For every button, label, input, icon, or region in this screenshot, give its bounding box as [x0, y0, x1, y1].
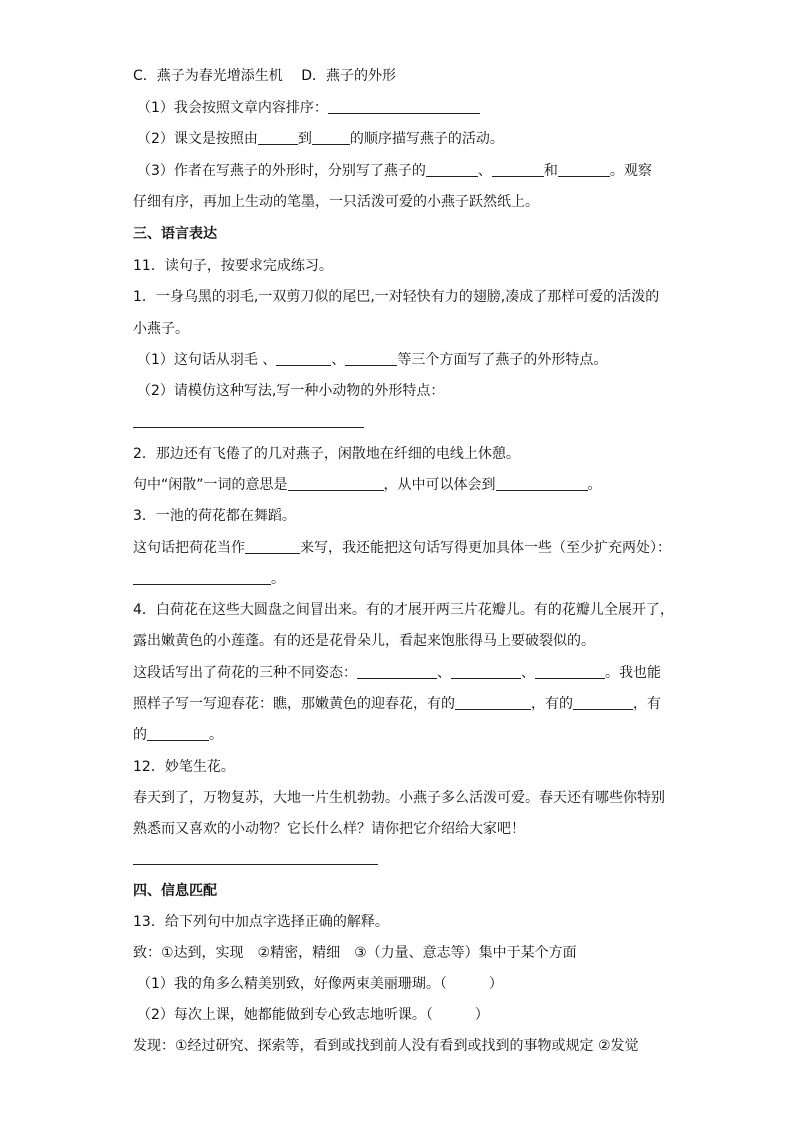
q-order-text: （1）我会按照文章内容排序： — [137, 100, 328, 116]
s1-q1-text-2: 、 — [331, 352, 346, 368]
s2-q-text-3: 。 — [587, 477, 602, 493]
s1-q1-line — [137, 351, 607, 369]
q-appearance-text-1: （3）作者在写燕子的外形时，分别写了燕子的 — [137, 163, 426, 179]
answer-blank[interactable] — [258, 130, 298, 145]
sentence-2: 2．那边还有飞倦了的几对燕子，闲散地在纤细的电线上休憩。 — [133, 446, 520, 462]
q-appearance-line — [137, 162, 652, 180]
q-sequence-text-1: （2）课文是按照由 — [137, 131, 258, 147]
answer-blank[interactable] — [455, 695, 531, 710]
answer-blank[interactable] — [345, 351, 397, 366]
answer-blank[interactable] — [312, 130, 350, 145]
answer-blank[interactable] — [426, 162, 478, 177]
answer-blank[interactable] — [245, 539, 300, 554]
answer-blank[interactable] — [288, 476, 384, 491]
answer-line[interactable] — [133, 864, 378, 865]
section-heading-3: 三、语言表达 — [133, 226, 217, 242]
q-order-line — [137, 99, 480, 117]
q-sequence-text-2: 到 — [297, 131, 312, 147]
question-13: 13．给下列句中加点字选择正确的解释。 — [133, 914, 389, 930]
answer-blank[interactable] — [558, 162, 610, 177]
q-sequence-text-3: 的顺序描写燕子的活动。 — [349, 131, 504, 147]
answer-blank[interactable] — [451, 664, 521, 679]
sentence-3: 3．一池的荷花都在舞蹈。 — [133, 508, 296, 524]
s4-imitate-text-5: 。 — [209, 727, 223, 743]
sentence-1-line-2: 小燕子。 — [133, 321, 189, 337]
s1-q1-text-1: （1）这句话从羽毛 、 — [137, 352, 277, 368]
answer-blank[interactable] — [573, 695, 633, 710]
question-12: 12．妙笔生花。 — [133, 759, 235, 775]
s4-imitate-line — [133, 695, 661, 713]
s3-q-text-1: 这句话把荷花当作 — [133, 540, 245, 556]
sentence-1-line-1: 1．一身乌黑的羽毛,一双剪刀似的尾巴,一对轻快有力的翅膀,凑成了那样可爱的活泼的 — [133, 289, 660, 305]
s4-imitate-text-3: ，有 — [633, 696, 661, 712]
answer-blank[interactable] — [133, 570, 271, 585]
s3-answer-line — [133, 570, 285, 588]
s1-q2-line: （2）请模仿这种写法,写一种小动物的外形特点： — [137, 383, 445, 399]
s3-q-text-2: 来写，我还能把这句话写得更加具体一些（至少扩充两处）： — [300, 540, 671, 556]
s1-q1-text-3: 等三个方面写了燕子的外形特点。 — [397, 352, 608, 368]
s2-q-line — [133, 476, 602, 494]
section-heading-4: 四、信息匹配 — [133, 883, 217, 899]
q-appearance-text-4: 。观察 — [609, 163, 652, 179]
s4-imitate-text-2: ，有的 — [531, 696, 573, 712]
q-appearance-text-3: 和 — [543, 163, 558, 179]
s3-q-line — [133, 539, 671, 557]
s4-q-text-2: 、 — [437, 665, 451, 681]
answer-blank[interactable] — [492, 162, 544, 177]
answer-blank[interactable] — [496, 476, 588, 491]
faxian-definitions: 发现：①经过研究、探索等，看到或找到前人没有看到或找到的事物或规定 ②发觉 — [133, 1038, 639, 1054]
zhi-definitions: 致：①达到，实现 ②精密，精细 ③（力量、意志等）集中于某个方面 — [133, 945, 577, 961]
answer-line[interactable] — [133, 427, 364, 428]
s4-q-text-1: 这段话写出了荷花的三种不同姿态： — [133, 665, 357, 681]
s2-q-text-1: 句中“闲散”一词的意思是 — [133, 477, 288, 493]
q12-prompt-line-2: 熟悉而又喜欢的小动物？它长什么样？请你把它介绍给大家吧！ — [133, 821, 525, 837]
s3-answer-end: 。 — [271, 571, 285, 587]
s4-q-text-4: 。我也能 — [605, 665, 661, 681]
s4-imitate-text-1: 照样子写一写迎春花：瞧，那嫩黄色的迎春花，有的 — [133, 696, 455, 712]
answer-blank[interactable] — [535, 664, 605, 679]
answer-blank[interactable] — [276, 351, 331, 366]
sentence-4-line-1: 4．白荷花在这些大圆盘之间冒出来。有的才展开两三片花瓣儿。有的花瓣儿全展开了， — [133, 602, 674, 618]
answer-blank[interactable] — [147, 726, 209, 741]
paragraph-line: 仔细有序，再加上生动的笔墨，一只活泼可爱的小燕子跃然纸上。 — [133, 194, 539, 210]
option-line: C．燕子为春光增添生机 D．燕子的外形 — [133, 68, 397, 84]
sentence-4-line-2: 露出嫩黄色的小莲蓬。有的还是花骨朵儿，看起来饱胀得马上要破裂似的。 — [133, 633, 595, 649]
s4-q-line — [133, 664, 661, 682]
question-11: 11．读句子，按要求完成练习。 — [133, 258, 333, 274]
q-sequence-line — [137, 130, 504, 148]
zhi-sentence-2: （2）每次上课，她都能做到专心致志地听课。（ ） — [137, 1007, 489, 1023]
s4-imitate-end-line — [133, 726, 223, 744]
s4-imitate-text-4: 的 — [133, 727, 147, 743]
s2-q-text-2: ，从中可以体会到 — [383, 477, 496, 493]
answer-blank[interactable] — [328, 99, 480, 114]
q-appearance-text-2: 、 — [477, 163, 492, 179]
answer-blank[interactable] — [357, 664, 437, 679]
zhi-sentence-1: （1）我的角多么精美别致，好像两束美丽珊瑚。（ ） — [137, 976, 503, 992]
s4-q-text-3: 、 — [521, 665, 535, 681]
q12-prompt-line-1: 春天到了，万物复苏，大地一片生机勃勃。小燕子多么活泼可爱。春天还有哪些你特别 — [133, 790, 665, 806]
